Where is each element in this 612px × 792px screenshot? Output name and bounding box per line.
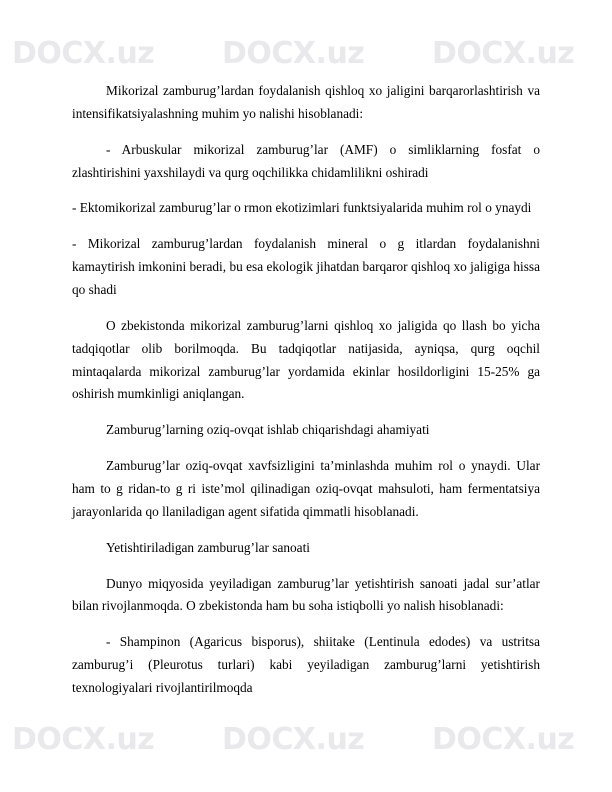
watermark-bottom-left: DOCX.uz xyxy=(12,722,155,757)
paragraph-bullet-mineral: - Mikorizal zamburug’lardan foydalanish mineral o g itlardan foydalanishni kamaytirish imkonini beradi, bu esa ekologik jihatdan barqaror qishloq xo jaligiga hissa qo shadi xyxy=(72,236,540,298)
watermark-top-right: DOCX.uz xyxy=(432,36,575,71)
paragraph-food-safety: Zamburug’lar oziq-ovqat xavfsizligini ta’minlashda muhim rol o ynaydi. Ular ham to g ridan-to g ri iste’mol qilinadigan oziq-ovqat mahsuloti, ham fermentatsiya jarayonlarida qo llaniladigan agent sifatida qimmatli hisoblanadi. xyxy=(72,458,540,519)
paragraph-bullet-amf: - Arbuskular mikorizal zamburug’lar (AMF) o simliklarning fosfat o zlashtirishini yaxshilaydi va qurg oqchilikka chidamlilikni oshiradi xyxy=(72,141,540,180)
watermark-bottom-center: DOCX.uz xyxy=(222,722,365,757)
paragraph-uzbekistan-research: O zbekistonda mikorizal zamburug’larni qishloq xo jaligida qo llash bo yicha tadqiqotlar olib borilmoqda. Bu tadqiqotlar natijasida, ayniqsa, qurg oqchil mintaqalarda mikorizal zamburug’lar yordamida ekinlar hosildorligini 15-25% ga oshirish mumkinligi aniqlangan. xyxy=(72,317,540,402)
document-body xyxy=(72,80,540,700)
paragraph-bullet-ektomikorizal: - Ektomikorizal zamburug’lar o rmon ekotizimlari funktsiyalarida muhim rol o ynaydi xyxy=(72,200,532,216)
watermark-top-left: DOCX.uz xyxy=(12,36,155,71)
paragraph-bullet-species: - Shampinon (Agaricus bisporus), shiitake (Lentinula edodes) va ustritsa zamburug’i (Pleurotus turlari) kabi yeyiladigan zamburug’larni yetishtirish texnologiyalari rivojlantirilmoqda xyxy=(72,634,540,696)
watermark-top-center: DOCX.uz xyxy=(222,36,365,71)
heading-cultivated-industry: Yetishtiriladigan zamburug’lar sanoati xyxy=(106,539,310,555)
heading-food-production: Zamburug’larning oziq-ovqat ishlab chiqarishdagi ahamiyati xyxy=(106,422,430,438)
paragraph-world-scale: Dunyo miqyosida yeyiladigan zamburug’lar yetishtirish sanoati jadal sur’atlar bilan rivojlanmoqda. O zbekistonda ham bu soha istiqbolli yo nalish hisoblanadi: xyxy=(72,575,540,614)
paragraph-intro: Mikorizal zamburug’lardan foydalanish qishloq xo jaligini barqarorlashtirish va intensifikatsiyalashning muhim yo nalishi hisoblanadi: xyxy=(72,83,540,121)
watermark-bottom-right: DOCX.uz xyxy=(432,722,575,757)
